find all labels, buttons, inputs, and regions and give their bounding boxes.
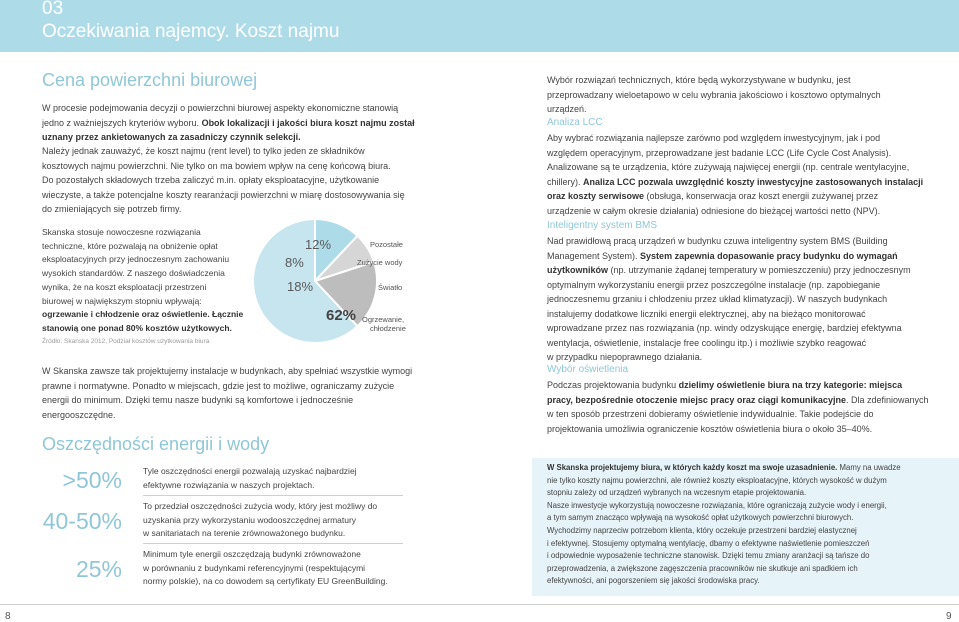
subtitle-bms: Inteligentny system BMS [547,220,658,231]
section-title-office-price: Cena powierzchni biurowej [42,70,258,90]
legend-heating: Ogrzewanie, chłodzenie [362,315,406,333]
divider [143,495,403,496]
paragraph-other-costs: Do pozostałych składowych trzeba zaliczyć m.in. opłaty eksploatacyjne, użytkowanie wieczyste, a także potencjalne koszty rearanżacji powierzchni w miarę dostosowywania się do zmieniających się potrzeb firmy. [42,175,405,214]
paragraph-installations: W Skanska zawsze tak projektujemy instalacje w budynkach, aby spełniać wszystkie wymogi prawne i normatywne. Ponadto w miejscach, gdzie jest to możliwe, ograniczamy zużycie energii do minimum. Dzięki temu nasze budynki są komfortowe i jednocześnie energooszczędne. [42,366,413,420]
section-title-savings: Oszczędności energii i wody [42,434,270,454]
chapter-number: 03 [42,0,64,19]
saving-text-water: To przedział oszczędności zużycia wody, który jest możliwy do uzyskania przy wykorzystaniu wodooszczędnej armatury w sanitariatach na terenie zrównoważonego budynku. [143,501,378,539]
chart-source: Źródło: Skanska 2012, Podział kosztów użytkowania biura [42,338,210,345]
pie-label-heating: 62% [326,307,357,324]
subtitle-lcc: Analiza LCC [547,117,603,128]
pie-label-water: 8% [285,255,304,270]
pie-label-other: 12% [305,237,332,252]
divider [143,543,403,544]
page-number-right: 9 [946,611,952,622]
saving-value-green-building: 25% [75,556,122,582]
footer-rule [0,604,959,605]
saving-text-energy: Tyle oszczędności energii pozwalają uzyskać najbardziej efektywne rozwiązania w naszych projektach. [143,466,357,490]
paragraph-intro: W procesie podejmowania decyzji o powierzchni biurowej aspekty ekonomiczne stanowią jedno z ważniejszych kryteriów wyboru. Obok lokalizacji i jakości biura koszt najmu został uznany przez ankietowanych za zasadniczy czynnik selekcji. [42,103,415,142]
page-number-left: 8 [5,611,11,622]
saving-text-green-building: Minimum tyle energii oszczędzają budynki zrównoważone w porównaniu z budynkami referencyjnymi (respektującymi normy polskie), na co dowodem są certyfikaty EU GreenBuilding. [143,549,388,587]
paragraph-tech-choice: Wybór rozwiązań technicznych, które będą wykorzystywane w budynku, jest przeprowadzany wieloetapowo w celu wybrania jakościowo i kosztowo optymalnych urządzeń. [547,75,881,114]
pie-label-light: 18% [287,279,314,294]
paragraph-bms: Nad prawidłową pracą urządzeń w budynku czuwa inteligentny system BMS (Building Management System). System zapewnia dopasowanie pracy budynku do wymagań użytkowników (np. utrzymanie żądanej temperatury w pomieszczeniu) przy jednoczesnym optymalnym wykorzystaniu energii przez poszczególne instalacje (np. zapobieganie jednoczesnemu grzaniu i chłodzeniu przez układ klimatyzacji). W naszych budynkach instalujemy dodatkowe liczniki energii elektrycznej, aby na bieżąco monitorować wprowadzane przez nas rozwiązania (np. windy odzyskujące energię, bardziej efektywna wentylacja, oświetlenie, instalacje free coolingu itp.) i możliwie szybko reagować w przypadku niepoprawnego działania. [547,236,911,362]
saving-value-energy: >50% [62,467,122,493]
highlight-box-text: W Skanska projektujemy biura, w których każdy koszt ma swoje uzasadnienie. Mamy na uwadze nie tylko koszty najmu powierzchni, ale również koszty eksploatacyjne, których wysokość w dużym stopniu zależy od urządzeń wybranych na wczesnym etapie projektowania. Nasze inwestycje wykorzystują nowoczesne rozwiązania, które ograniczają zużycie wody i energii, a tym samym znacząco wpływają na wysokość opłat użytkowych powierzchni biurowych. Wychodzimy naprzeciw potrzebom klienta, który oczekuje przestrzeni bardziej elastycznej i efektywnej. Stosujemy optymalną wentylację, dbamy o efektywne naświetlenie pomieszczeń i odpowiednie wyposażenie techniczne stanowisk. Dzięki temu zmiany aranżacji są tańsze do przeprowadzenia, a zwiększone zagęszczenia pracowników nie skutkuje ani spadkiem ich efektywności, ani pogorszeniem się jakości środowiska pracy. [547,463,901,586]
paragraph-lighting: Podczas projektowania budynku dzielimy oświetlenie biura na trzy kategorie: miejsca pracy, bezpośrednie otoczenie miejsc pracy oraz ciągi komunikacyjne. Dla zdefiniowanych w ten sposób przestrzeni dobieramy oświetlenie indywidualnie. Takie podejście do projektowania umożliwia ograniczenie kosztów oświetlenia biura o około 35–40%. [547,380,929,434]
subtitle-lighting: Wybór oświetlenia [547,364,629,375]
legend-water: Zużycie wody [357,258,403,267]
sidebar-text: Skanska stosuje nowoczesne rozwiązania techniczne, które pozwalają na obniżenie opłat eksploatacyjnych przy jednoczesnym zachowaniu wysokich standardów. Z naszego doświadczenia wynika, że na koszt eksploatacji przestrzeni biurowej w największym stopniu wpływają: ogrzewanie i chłodzenie oraz oświetlenie. Łącznie stanowią one ponad 80% kosztów użytkowych. [42,227,244,333]
legend-other: Pozostałe [370,240,403,249]
legend-light: Światło [378,283,403,292]
paragraph-rent-level: Należy jednak zauważyć, że koszt najmu (rent level) to tylko jeden ze składników kosztowych najmu powierzchni. Nie tylko on ma bowiem wpływ na cenę końcową biura. [42,146,391,171]
chapter-title: Oczekiwania najemcy. Koszt najmu [42,21,340,42]
paragraph-lcc: Aby wybrać rozwiązania najlepsze zarówno pod względem inwestycyjnym, jak i pod względem operacyjnym, przeprowadzane jest badanie LCC (Life Cycle Cost Analysis). Analizowane są te urządzenia, które zużywają najwięcej energii (np. centrale wentylacyjne, chillery). Analiza LCC pozwala uwzględnić koszty inwestycyjne zastosowanych instalacji oraz koszty serwisowe (obsługa, konserwacja oraz koszt energii zużywanej przez urządzenie w całym okresie działania) odniesione do bieżącej wartości netto (NPV). [547,133,924,216]
saving-value-water: 40-50% [42,508,122,534]
